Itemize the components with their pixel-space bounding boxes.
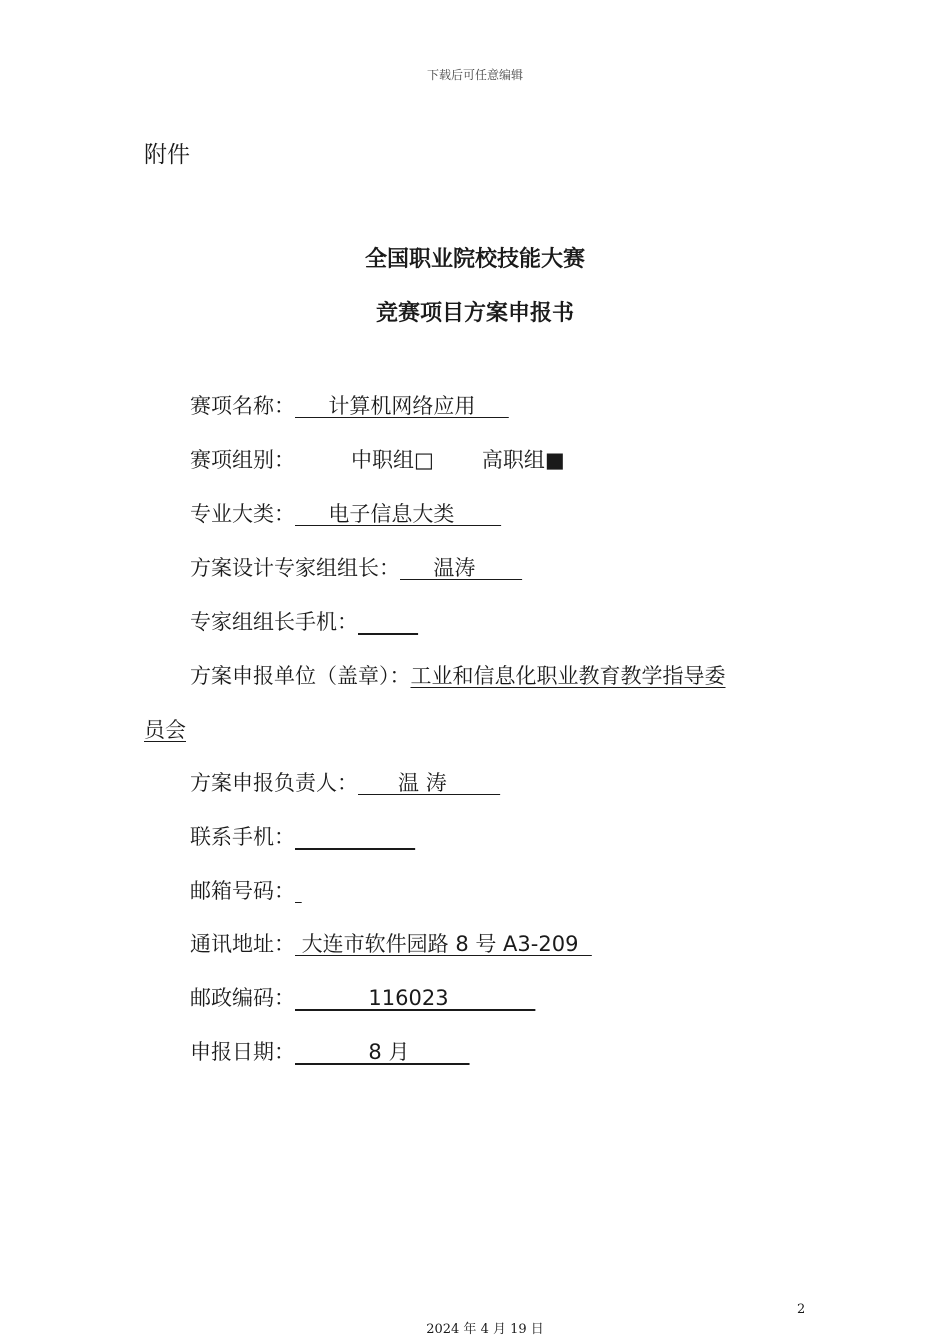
- group-row: [190, 445, 565, 475]
- leader-phone-label: 专家组组长手机：: [190, 610, 358, 634]
- address-row: [190, 929, 592, 959]
- item-name-value: 计算机网络应用: [295, 394, 509, 418]
- leader-value: 温涛: [400, 556, 523, 580]
- attachment-label: 附件: [144, 142, 190, 168]
- phone-label: 联系手机：: [190, 825, 295, 849]
- category-label: 专业大类：: [190, 502, 295, 526]
- email-row: [190, 876, 302, 906]
- responsible-value: 温 涛: [358, 771, 501, 795]
- unit-value-line2: 员会: [144, 718, 186, 742]
- address-label: 通讯地址：: [190, 932, 295, 956]
- leader-label: 方案设计专家组组长：: [190, 556, 400, 580]
- page-number: 2: [797, 1302, 806, 1317]
- footer-date: 2024 年 4 月 19 日: [426, 1322, 544, 1337]
- email-value: [295, 879, 302, 903]
- item-name-label: 赛项名称：: [190, 394, 295, 418]
- leader-phone-value: [358, 610, 418, 634]
- leader-phone-row: [190, 607, 418, 637]
- date-label: 申报日期：: [190, 1040, 295, 1064]
- category-row: [190, 499, 501, 529]
- postal-row: [190, 983, 535, 1013]
- group-higher-option: 高职组■: [481, 448, 565, 472]
- unit-label: 方案申报单位（盖章）：: [190, 664, 411, 688]
- phone-value: [295, 825, 415, 849]
- email-label: 邮箱号码：: [190, 879, 295, 903]
- document-title-line1: 全国职业院校技能大赛: [364, 247, 585, 272]
- unit-row: [190, 661, 726, 691]
- document-title-line2: 竞赛项目方案申报书: [375, 301, 574, 326]
- item-name-row: [190, 391, 509, 421]
- date-row: [190, 1037, 470, 1067]
- responsible-label: 方案申报负责人：: [190, 771, 358, 795]
- postal-label: 邮政编码：: [190, 986, 295, 1010]
- postal-value: 116023: [295, 986, 536, 1010]
- address-value: 大连市软件园路 8 号 A3-209: [295, 932, 592, 956]
- category-value: 电子信息大类: [295, 502, 502, 526]
- header-note: 下载后可任意编辑: [426, 68, 523, 82]
- leader-row: [190, 553, 522, 583]
- group-label: 赛项组别：: [190, 448, 295, 472]
- phone-row: [190, 822, 415, 852]
- date-value: 8 月: [295, 1040, 470, 1064]
- responsible-row: [190, 768, 500, 798]
- unit-row-continued: [144, 715, 186, 745]
- unit-value-line1: 工业和信息化职业教育教学指导委: [410, 664, 726, 688]
- group-secondary-option: 中职组□: [351, 448, 434, 472]
